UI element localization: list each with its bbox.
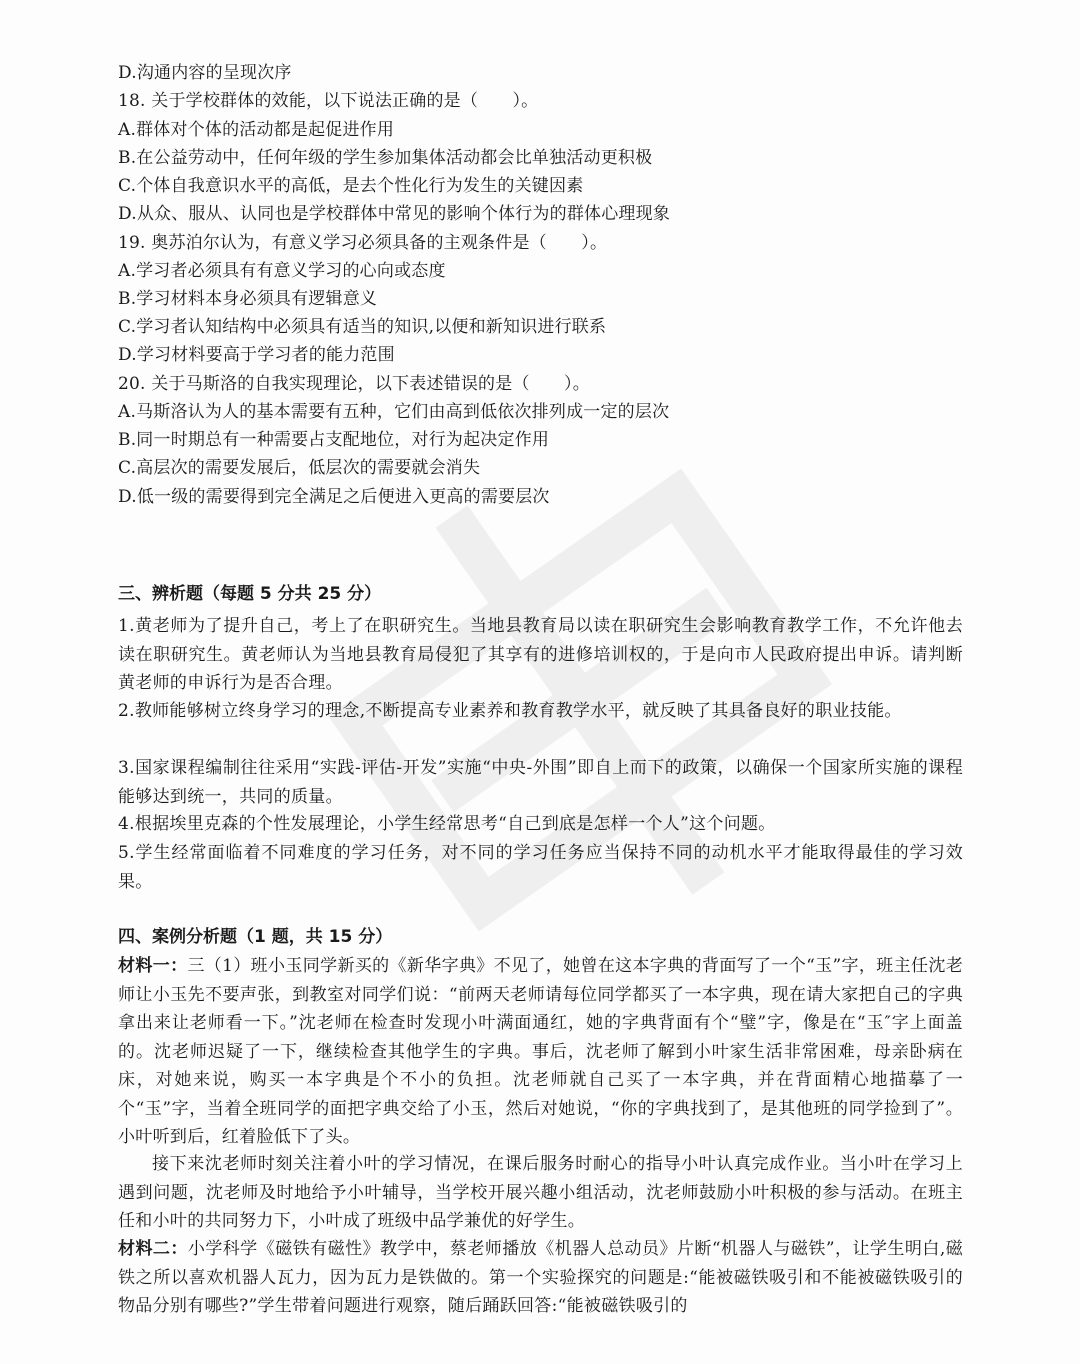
q18-option-a: A.群体对个体的活动都是起促进作用: [118, 120, 395, 140]
q19-option-d: D.学习材料要高于学习者的能力范围: [118, 345, 395, 365]
material1-label: 材料一：: [118, 956, 188, 976]
q20-option-b: B.同一时期总有一种需要占支配地位，对行为起决定作用: [118, 430, 550, 450]
material1-text: 三（1）班小玉同学新买的《新华字典》不见了，她曾在这本字典的背面写了一个“玉”字，班主任沈老师让小玉先不要声张，到教室对同学们说：“前两天老师请每位同学都买了一本字典，现在请大家把自己的字典拿出来让老师看一下。”沈老师在检查时发现小叶满面通红，她的字典背面有个“璧”字，像是在“玉″字上面盖的。沈老师迟疑了一下，继续检查其他学生的字典。事后，沈老师了解到小叶家生活非常困难，母亲卧病在床，对她来说，购买一本字典是个不小的负担。沈老师就自己买了一本字典，并在背面精心地描摹了一个“玉”字，当着全班同学的面把字典交给了小玉，然后对她说，“你的字典找到了，是其他班的同学捡到了”。小叶听到后，红着脸低下了头。: [118, 956, 964, 1147]
q19-stem: 19. 奥苏泊尔认为，有意义学习必须具备的主观条件是（ ）。: [118, 233, 608, 253]
q20-option-a: A.马斯洛认为人的基本需要有五种，它们由高到低依次排列成一定的层次: [118, 402, 670, 422]
material2-paragraph-1: [118, 1235, 963, 1321]
q19-option-a: A.学习者必须具有有意义学习的心向或态度: [118, 261, 446, 281]
q18-option-c: C.个体自我意识水平的高低，是去个性化行为发生的关键因素: [118, 176, 584, 196]
section3-item-2: 2.教师能够树立终身学习的理念,不断提高专业素养和教育教学水平，就反映了其具备良好的职业技能。: [118, 701, 902, 721]
q18-stem: 18. 关于学校群体的效能，以下说法正确的是（ ）。: [118, 91, 539, 111]
section3-item-1: 1.黄老师为了提升自己，考上了在职研究生。当地县教育局以读在职研究生会影响教育教学工作，不允许他去读在职研究生。黄老师认为当地县教育局侵犯了其享有的进修培训权的，于是向市人民政府提出申诉。请判断黄老师的申诉行为是否合理。: [118, 616, 963, 693]
section3-title: 三、辨析题（每题 5 分共 25 分）: [118, 584, 382, 604]
material2-text: 小学科学《磁铁有磁性》教学中，蔡老师播放《机器人总动员》片断“机器人与磁铁”，让学生明白,磁铁之所以喜欢机器人瓦力，因为瓦力是铁做的。第一个实验探究的问题是:“能被磁铁吸引和不能被磁铁吸引的物品分别有哪些?”学生带着问题进行观察，随后踊跃回答:“能被磁铁吸引的: [118, 1239, 963, 1316]
material1-paragraph-1: [118, 952, 963, 1152]
section3-item-5: 5.学生经常面临着不同难度的学习任务，对不同的学习任务应当保持不同的动机水平才能取得最佳的学习效果。: [118, 843, 963, 892]
q19-option-b: B.学习材料本身必须具有逻辑意义: [118, 289, 378, 309]
material2-label: 材料二：: [118, 1239, 188, 1259]
section4-title: 四、案例分析题（1 题，共 15 分）: [118, 927, 393, 947]
q17-option-d: D.沟通内容的呈现次序: [118, 63, 292, 83]
section3-item-3: 3.国家课程编制往往采用“实践-评估-开发”实施“中央-外围”即自上而下的政策，以确保一个国家所实施的课程能够达到统一，共同的质量。: [118, 758, 963, 807]
q19-option-c: C.学习者认知结构中必须具有适当的知识,以便和新知识进行联系: [118, 317, 607, 337]
q20-stem: 20. 关于马斯洛的自我实现理论，以下表述错误的是（ ）。: [118, 374, 590, 394]
material1-paragraph-2: 接下来沈老师时刻关注着小叶的学习情况，在课后服务时耐心的指导小叶认真完成作业。当小叶在学习上遇到问题，沈老师及时地给予小叶辅导，当学校开展兴趣小组活动，沈老师鼓励小叶积极的参与活动。在班主任和小叶的共同努力下，小叶成了班级中品学兼优的好学生。: [118, 1154, 963, 1231]
section3-item-4: 4.根据埃里克森的个性发展理论，小学生经常思考“自己到底是怎样一个人”这个问题。: [118, 814, 776, 834]
q20-option-d: D.低一级的需要得到完全满足之后便进入更高的需要层次: [118, 487, 550, 507]
q18-option-d: D.从众、服从、认同也是学校群体中常见的影响个体行为的群体心理现象: [118, 204, 671, 224]
q20-option-c: C.高层次的需要发展后，低层次的需要就会消失: [118, 458, 481, 478]
q18-option-b: B.在公益劳动中，任何年级的学生参加集体活动都会比单独活动更积极: [118, 148, 653, 168]
